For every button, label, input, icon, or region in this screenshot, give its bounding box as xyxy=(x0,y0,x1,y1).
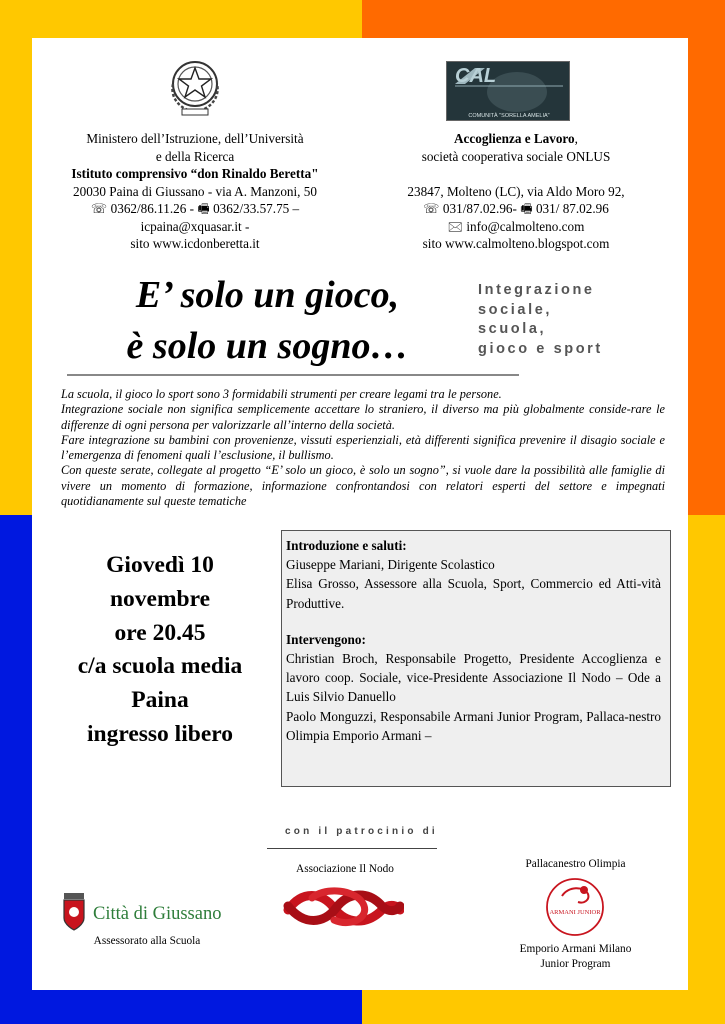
patronage-divider xyxy=(267,848,437,849)
cooperative-type: società cooperativa sociale ONLUS xyxy=(421,148,611,164)
school-site: sito www.icdonberetta.it xyxy=(130,236,260,251)
event-town: Paina xyxy=(131,687,189,714)
title-divider xyxy=(67,374,519,376)
nodo-knot-icon xyxy=(282,880,404,936)
republic-emblem-icon xyxy=(164,54,226,120)
cooperative-address: 23847, Molteno (LC), via Aldo Moro 92, xyxy=(407,183,625,199)
armani-junior-logo-icon xyxy=(544,876,606,938)
event-place: c/a scuola media xyxy=(77,653,243,680)
event-entry: ingresso libero xyxy=(86,720,233,747)
cooperative-email: 🖂 info@calmolteno.com xyxy=(447,218,585,234)
program-intro-person-1: Giuseppe Mariani, Dirigente Scolastico xyxy=(286,557,495,573)
intro-paragraph-2: Integrazione sociale non significa semplicemente accettare lo straniero, il diverso ma più globalmente conside-rare le differenze di ogni persona per valorizzarle all’interno della società. xyxy=(61,402,665,432)
olimpia-sub-line1: Emporio Armani Milano xyxy=(519,943,632,955)
program-speaker-2: Paolo Monguzzi, Responsabile Armani Junior Program, Pallaca-nestro Olimpia Emporio Armani – xyxy=(286,708,661,743)
olimpia-sub xyxy=(503,942,648,972)
nodo-label: Associazione Il Nodo xyxy=(296,863,394,875)
cooperative-phone: ☏ 031/87.02.96- 🖷 031/ 87.02.96 xyxy=(423,201,609,216)
school-email: icpaina@xquasar.it - xyxy=(140,218,250,234)
school-ministry-line1: Ministero dell’Istruzione, dell’Università xyxy=(86,131,304,146)
title-line1: E’ solo un gioco, xyxy=(135,274,400,316)
event-details xyxy=(40,549,280,752)
tagline-line4: gioco e sport xyxy=(478,340,603,357)
olimpia-sub-line2: Junior Program xyxy=(540,958,611,970)
tagline-line3: scuola, xyxy=(478,321,547,337)
cal-logo-graphic xyxy=(447,62,570,121)
cooperative-name: Accoglienza e Lavoro xyxy=(454,131,575,146)
program-box xyxy=(281,530,671,787)
intro-text xyxy=(61,387,665,509)
title-line2: è solo un sogno… xyxy=(126,325,409,367)
cal-logo xyxy=(446,61,570,121)
olimpia-label: Pallacanestro Olimpia xyxy=(525,858,626,870)
event-month: novembre xyxy=(109,585,211,612)
patronage-label: con il patrocinio di xyxy=(285,826,438,837)
school-phone: ☏ 0362/86.11.26 - 🖷 0362/33.57.75 – xyxy=(90,201,300,216)
giussano-name: Città di Giussano xyxy=(93,904,222,924)
intro-paragraph-4: Con queste serate, collegate al progetto “E’ solo un gioco, è solo un sogno”, si vuole dare la possibilità alle famiglie di vivere un momento di formazione, informazione confrontandosi con relatori esperti del settore e impegnati quotidianamente sul queste tematiche xyxy=(61,463,665,509)
program-speaker-1: Christian Broch, Responsabile Progetto, Presidente Accoglienza e lavoro coop. Sociale, vice-Presidente Associazione Il Nodo – Ode a Luis Silvio Danuello xyxy=(286,651,661,705)
cal-logo-subtitle: COMUNITÀ "SORELLA AMELIA" xyxy=(468,113,550,119)
program-intro-person-2: Elisa Grosso, Assessore alla Scuola, Sport, Commercio ed Atti-vità Produttive. xyxy=(286,576,661,611)
armani-junior-logo-text: ARMANI JUNIOR xyxy=(549,909,601,916)
cooperative-header xyxy=(392,130,640,253)
school-address: 20030 Paina di Giussano - via A. Manzoni, 50 xyxy=(73,183,317,199)
cooperative-site: sito www.calmolteno.blogspot.com xyxy=(422,236,610,251)
event-time: ore 20.45 xyxy=(114,619,206,646)
giussano-sub: Assessorato alla Scuola xyxy=(93,935,201,947)
intro-paragraph-3: Fare integrazione su bambini con provenienze, vissuti esperienziali, età differenti significa prevenire il disagio sociale e l’emergenza di fenomeni quali l’esclusione, il bullismo. xyxy=(61,432,665,463)
intro-paragraph-1: La scuola, il gioco lo sport sono 3 formidabili strumenti per creare legami tra le persone. xyxy=(61,387,502,401)
event-day: Giovedì 10 xyxy=(106,552,214,578)
giussano-crest-icon xyxy=(58,890,90,932)
program-intro-heading: Introduzione e saluti: xyxy=(286,538,407,553)
school-ministry-line2: e della Ricerca xyxy=(155,148,235,164)
cooperative-name-comma: , xyxy=(574,131,578,146)
school-name: Istituto comprensivo “don Rinaldo Beretta" xyxy=(71,166,319,181)
tagline-line1: Integrazione xyxy=(478,282,595,298)
poster-title xyxy=(70,270,465,372)
program-speakers-heading: Intervengono: xyxy=(286,631,366,647)
tagline-line2: sociale, xyxy=(478,301,552,318)
school-header xyxy=(50,130,340,253)
tagline xyxy=(478,281,658,359)
cal-logo-text: CAL xyxy=(455,65,497,87)
